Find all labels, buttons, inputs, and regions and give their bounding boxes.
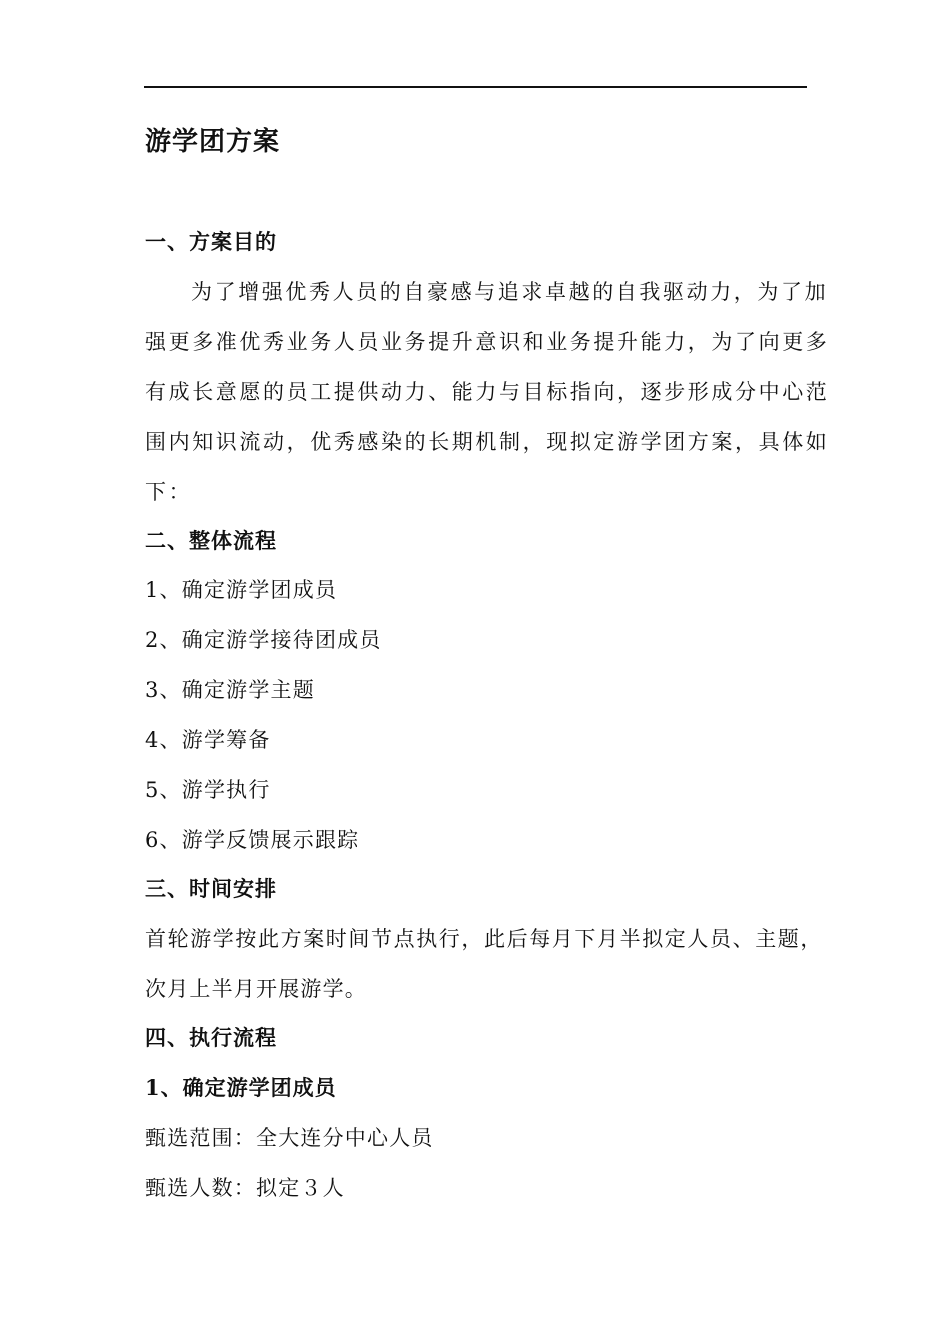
document-title: 游学团方案	[145, 127, 281, 157]
paragraph-line: 次月上半月开展游学。	[145, 977, 367, 1001]
subsection-heading: 1、确定游学团成员	[145, 1075, 337, 1100]
paragraph-line: 为了增强优秀人员的自豪感与追求卓越的自我驱动力，为了加	[191, 280, 829, 304]
detail-line: 甄选范围：全大连分中心人员	[145, 1126, 434, 1150]
paragraph-line: 下：	[145, 480, 193, 504]
section-heading-overall-process: 二、整体流程	[145, 528, 277, 553]
paragraph-line: 强更多准优秀业务人员业务提升意识和业务提升能力，为了向更多	[145, 330, 830, 354]
list-item: 5、游学执行	[145, 778, 271, 802]
list-item: 1、确定游学团成员	[145, 578, 338, 602]
paragraph-line: 围内知识流动，优秀感染的长期机制，现拟定游学团方案，具体如	[145, 430, 830, 454]
section-heading-schedule: 三、时间安排	[145, 876, 277, 901]
header-rule	[144, 86, 807, 88]
section-heading-purpose: 一、方案目的	[145, 229, 277, 254]
list-item: 2、确定游学接待团成员	[145, 628, 382, 652]
paragraph-line: 有成长意愿的员工提供动力、能力与目标指向，逐步形成分中心范	[145, 380, 830, 404]
section-heading-execution-process: 四、执行流程	[145, 1025, 277, 1050]
list-item: 3、确定游学主题	[145, 678, 315, 702]
list-item: 6、游学反馈展示跟踪	[145, 828, 360, 852]
detail-line: 甄选人数：拟定３人	[145, 1176, 345, 1200]
list-item: 4、游学筹备	[145, 728, 271, 752]
paragraph-line: 首轮游学按此方案时间节点执行，此后每月下月半拟定人员、主题，	[145, 927, 823, 951]
